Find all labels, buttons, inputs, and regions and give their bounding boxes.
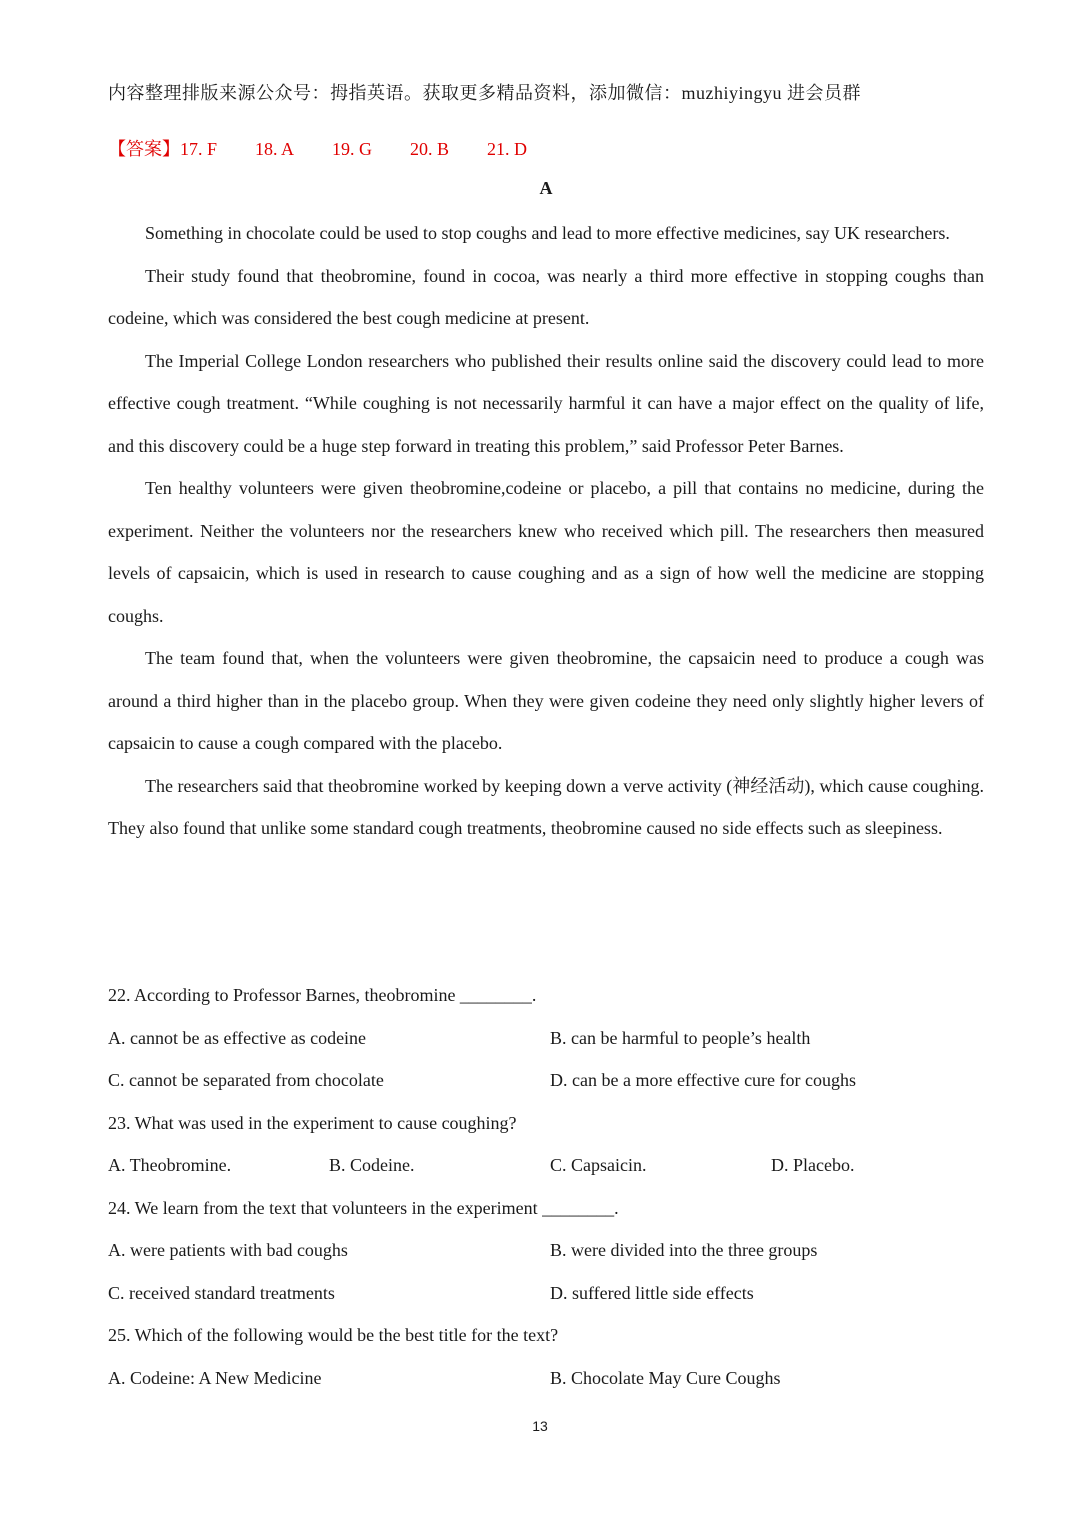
answer-item: 19. G [332,139,373,159]
answer-item: 20. B [410,139,450,159]
question-option: D. can be a more effective cure for coughs [550,1070,857,1090]
question-option: B. Codeine. [329,1155,415,1175]
passage [108,212,984,850]
answer-item: 21. D [487,139,528,159]
answer-item: 17. F [180,139,218,159]
answer-key-prefix: 【答案】 [108,139,180,159]
answer-item: 18. A [255,139,295,159]
passage-paragraph: Their study found that theobromine, found in cocoa, was nearly a third more effective in stopping coughs than codeine, which was considered the best cough medicine at present. [108,265,984,328]
page-number: 13 [532,1418,548,1434]
question-stem: 22. According to Professor Barnes, theobromine ________. [108,985,537,1005]
question-stem: 23. What was used in the experiment to cause coughing? [108,1113,517,1133]
question-option: A. were patients with bad coughs [108,1240,348,1260]
section-title: A [539,178,553,198]
passage-paragraph: The team found that, when the volunteers were given theobromine, the capsaicin need to produce a cough was around a third higher than in the placebo group. When they were given codeine they need only slightly higher levers of capsaicin to cause a cough compared with the placebo. [108,648,984,753]
question-option: D. Placebo. [771,1155,855,1175]
question-option: C. received standard treatments [108,1283,335,1303]
question-option: B. Chocolate May Cure Coughs [550,1368,781,1388]
question-stem: 24. We learn from the text that volunteers in the experiment ________. [108,1198,619,1218]
question-option: B. were divided into the three groups [550,1240,818,1260]
question-option: C. cannot be separated from chocolate [108,1070,384,1090]
source-note: 内容整理排版来源公众号：拇指英语。获取更多精品资料，添加微信：muzhiyingyu 进会员群 [108,83,861,103]
passage-paragraph: Something in chocolate could be used to stop coughs and lead to more effective medicines, say UK researchers. [145,223,950,243]
question-option: A. Codeine: A New Medicine [108,1368,322,1388]
passage-paragraph: The Imperial College London researchers who published their results online said the discovery could lead to more effective cough treatment. “While coughing is not necessarily harmful it can have a major effect on the quality of life, and this discovery could be a huge step forward in treating this problem,” said Professor Peter Barnes. [108,350,984,456]
answer-key [108,135,565,161]
passage-paragraph: The researchers said that theobromine worked by keeping down a verve activity (神经活动), which cause coughing. They also found that unlike some standard cough treatments, theobromine caused no side effects such as sleepiness. [108,775,984,838]
question-option: C. Capsaicin. [550,1155,647,1175]
passage-paragraph: Ten healthy volunteers were given theobromine,codeine or placebo, a pill that contains no medicine, during the experiment. Neither the volunteers nor the researchers knew who received which pill. The researchers then measured levels of capsaicin, which is used in research to cause coughing and as a sign of how well the medicine are stopping coughs. [108,478,984,626]
question-option: D. suffered little side effects [550,1283,754,1303]
question-option: B. can be harmful to people’s health [550,1028,811,1048]
question-option: A. cannot be as effective as codeine [108,1028,367,1048]
question-stem: 25. Which of the following would be the best title for the text? [108,1325,559,1345]
question-option: A. Theobromine. [108,1155,232,1175]
